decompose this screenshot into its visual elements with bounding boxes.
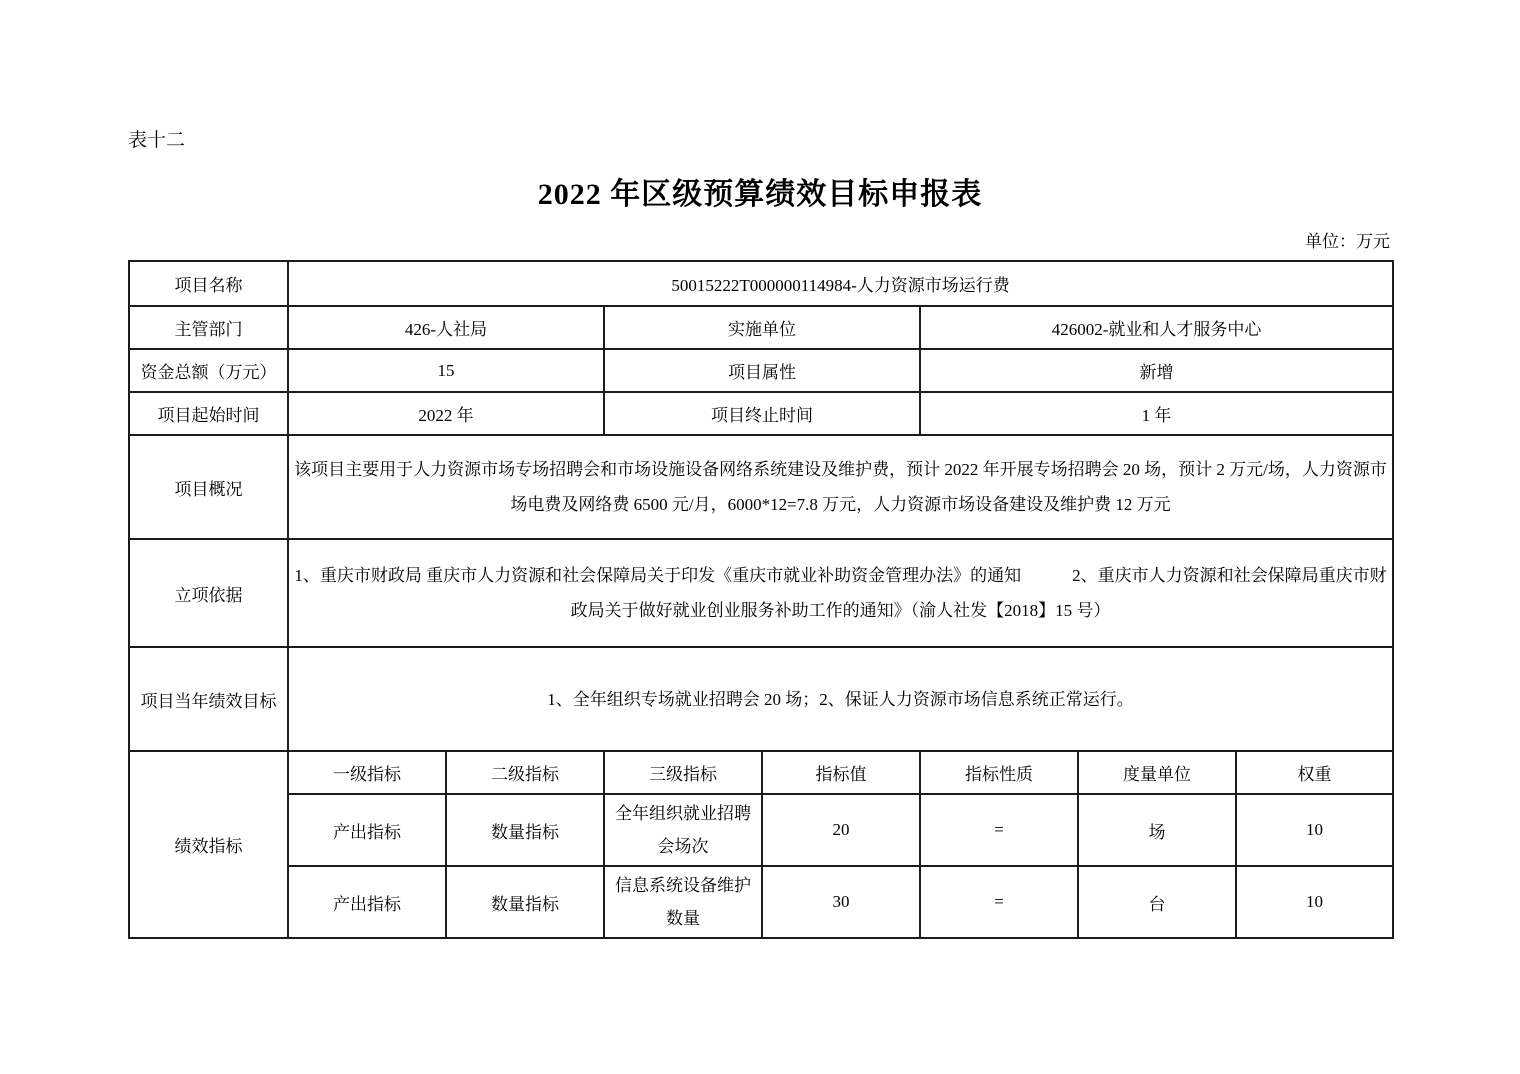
indicator-header-row bbox=[129, 751, 1393, 794]
indicator-nature: = bbox=[920, 794, 1078, 866]
table-number-caption: 表十二 bbox=[128, 130, 186, 151]
indicator-value: 20 bbox=[762, 794, 920, 866]
overview-value: 该项目主要用于人力资源市场专场招聘会和市场设施设备网络系统建设及维护费，预计 2022 年开展专场招聘会 20 场，预计 2 万元/场，人力资源市场电费及网络费 6500 元/月，6000*12=7.8 万元，人力资源市场设备建设及维护费 12 万元 bbox=[288, 435, 1393, 539]
overview-label: 项目概况 bbox=[129, 435, 288, 539]
table-row bbox=[129, 647, 1393, 751]
project-name-value: 50015222T000000114984-人力资源市场运行费 bbox=[288, 261, 1393, 306]
attr-label: 项目属性 bbox=[604, 349, 920, 392]
indicator-value: 30 bbox=[762, 866, 920, 938]
impl-unit-value: 426002-就业和人才服务中心 bbox=[920, 306, 1393, 349]
indicator-header-unit: 度量单位 bbox=[1078, 751, 1236, 794]
indicator-row bbox=[129, 866, 1393, 938]
indicator-nature: = bbox=[920, 866, 1078, 938]
table-row bbox=[129, 349, 1393, 392]
indicator-unit: 场 bbox=[1078, 794, 1236, 866]
indicators-label: 绩效指标 bbox=[129, 751, 288, 938]
dept-value: 426-人社局 bbox=[288, 306, 604, 349]
project-name-label: 项目名称 bbox=[129, 261, 288, 306]
table-row bbox=[129, 392, 1393, 435]
impl-unit-label: 实施单位 bbox=[604, 306, 920, 349]
indicator-weight: 10 bbox=[1236, 866, 1393, 938]
end-time-label: 项目终止时间 bbox=[604, 392, 920, 435]
indicator-weight: 10 bbox=[1236, 794, 1393, 866]
dept-label: 主管部门 bbox=[129, 306, 288, 349]
total-fund-value: 15 bbox=[288, 349, 604, 392]
end-time-value: 1 年 bbox=[920, 392, 1393, 435]
indicator-header-level1: 一级指标 bbox=[288, 751, 446, 794]
table-row bbox=[129, 261, 1393, 306]
document-page bbox=[128, 0, 1392, 939]
indicator-level2: 数量指标 bbox=[446, 794, 604, 866]
indicator-header-nature: 指标性质 bbox=[920, 751, 1078, 794]
indicator-header-level3: 三级指标 bbox=[604, 751, 762, 794]
indicator-unit: 台 bbox=[1078, 866, 1236, 938]
annual-target-value: 1、全年组织专场就业招聘会 20 场；2、保证人力资源市场信息系统正常运行。 bbox=[288, 647, 1393, 751]
table-row bbox=[129, 539, 1393, 647]
total-fund-label: 资金总额（万元） bbox=[129, 349, 288, 392]
indicator-row bbox=[129, 794, 1393, 866]
basis-value: 1、重庆市财政局 重庆市人力资源和社会保障局关于印发《重庆市就业补助资金管理办法》的通知 2、重庆市人力资源和社会保障局重庆市财政局关于做好就业创业服务补助工作的通知》（渝人社发【2018】15 号） bbox=[288, 539, 1393, 647]
page-title: 2022 年区级预算绩效目标申报表 bbox=[537, 178, 983, 211]
unit-note: 单位：万元 bbox=[1305, 232, 1390, 251]
indicator-level3: 信息系统设备维护数量 bbox=[604, 866, 762, 938]
indicator-level3: 全年组织就业招聘会场次 bbox=[604, 794, 762, 866]
annual-target-label: 项目当年绩效目标 bbox=[129, 647, 288, 751]
indicator-level1: 产出指标 bbox=[288, 866, 446, 938]
table-row bbox=[129, 435, 1393, 539]
indicator-level2: 数量指标 bbox=[446, 866, 604, 938]
table-row bbox=[129, 306, 1393, 349]
indicator-header-level2: 二级指标 bbox=[446, 751, 604, 794]
indicator-level1: 产出指标 bbox=[288, 794, 446, 866]
indicator-header-weight: 权重 bbox=[1236, 751, 1393, 794]
attr-value: 新增 bbox=[920, 349, 1393, 392]
declaration-form-table bbox=[128, 260, 1394, 939]
start-time-value: 2022 年 bbox=[288, 392, 604, 435]
indicator-header-value: 指标值 bbox=[762, 751, 920, 794]
basis-label: 立项依据 bbox=[129, 539, 288, 647]
start-time-label: 项目起始时间 bbox=[129, 392, 288, 435]
